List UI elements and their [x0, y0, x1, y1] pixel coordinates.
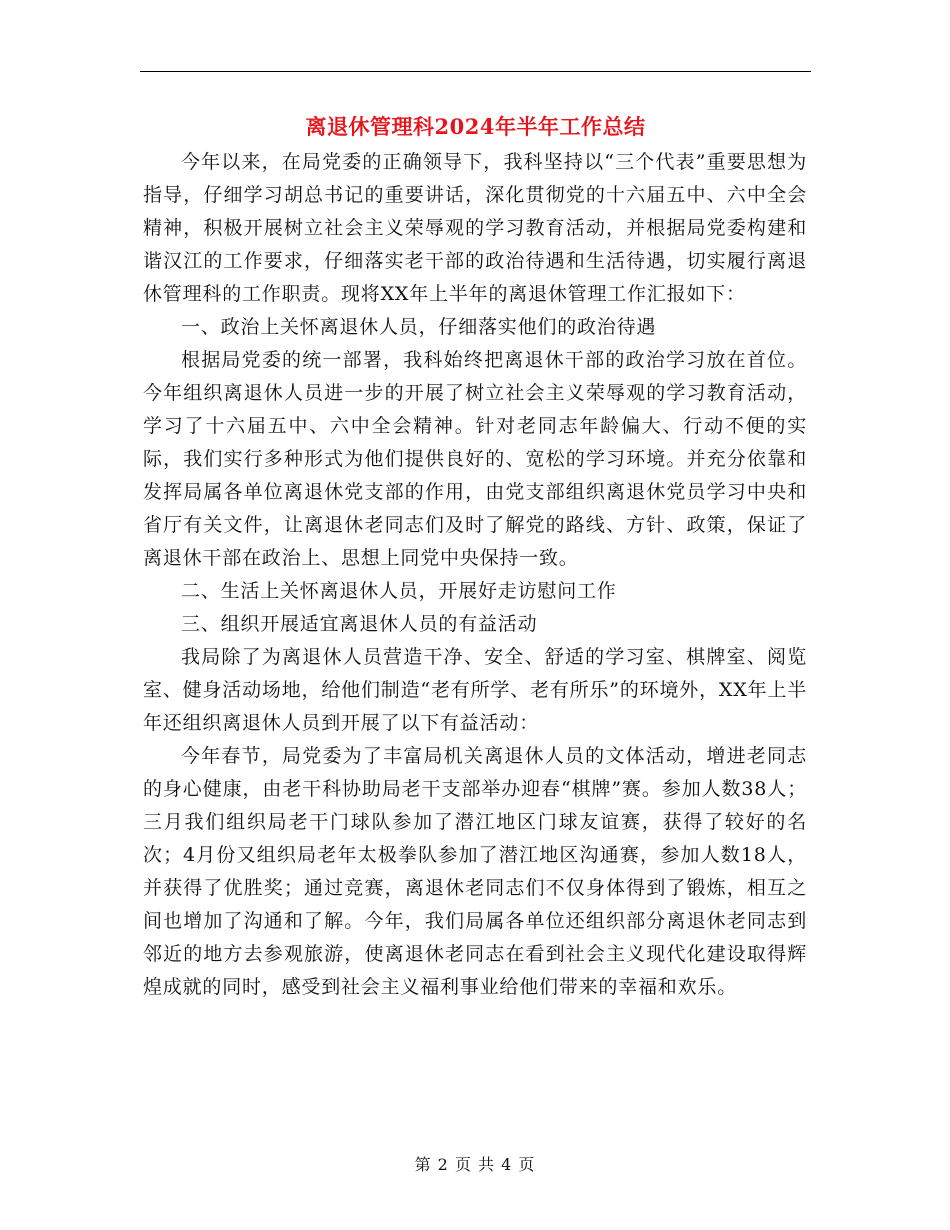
section-heading-2: 二、生活上关怀离退休人员，开展好走访慰问工作 [181, 580, 617, 602]
section-heading-1: 一、政治上关怀离退休人员，仔细落实他们的政治待遇 [181, 316, 657, 338]
page-number-footer: 第 2 页 共 4 页 [414, 1155, 536, 1174]
section-1-paragraph: 根据局党委的统一部署，我科始终把离退休干部的政治学习放在首位。今年组织离退休人员进一步的开展了树立社会主义荣辱观的学习教育活动，学习了十六届五中、六中全会精神。针对老同志年龄偏大、行动不便的实际，我们实行多种形式为他们提供良好的、宽松的学习环境。并充分依靠和发挥局属各单位离退休党支部的作用，由党支部组织离退休党员学习中央和省厅有关文件，让离退休老同志们及时了解党的路线、方针、政策，保证了离退休干部在政治上、思想上同党中央保持一致。 [143, 349, 807, 569]
header-rule [140, 71, 811, 72]
document-body [143, 146, 807, 1004]
intro-paragraph: 今年以来，在局党委的正确领导下，我科坚持以“三个代表”重要思想为指导，仔细学习胡总书记的重要讲话，深化贯彻党的十六届五中、六中全会精神，积极开展树立社会主义荣辱观的学习教育活动，并根据局党委构建和谐汉江的工作要求，仔细落实老干部的政治待遇和生活待遇，切实履行离退休管理科的工作职责。现将XX年上半年的离退休管理工作汇报如下： [143, 151, 807, 305]
section-heading-3: 三、组织开展适宜离退休人员的有益活动 [181, 613, 538, 635]
document-title: 离退休管理科2024年半年工作总结 [305, 114, 646, 139]
activities-paragraph: 今年春节，局党委为了丰富局机关离退休人员的文体活动，增进老同志的身心健康，由老干科协助局老干支部举办迎春“棋牌”赛。参加人数38人；三月我们组织局老干门球队参加了潜江地区门球友谊赛，获得了较好的名次；4月份又组织局老年太极拳队参加了潜江地区沟通赛，参加人数18人，并获得了优胜奖；通过竞赛，离退休老同志们不仅身体得到了锻炼，相互之间也增加了沟通和了解。今年，我们局属各单位还组织部分离退休老同志到邻近的地方去参观旅游，使离退休老同志在看到社会主义现代化建设取得辉煌成就的同时，感受到社会主义福利事业给他们带来的幸福和欢乐。 [143, 745, 807, 998]
section-3-paragraph: 我局除了为离退休人员营造干净、安全、舒适的学习室、棋牌室、阅览室、健身活动场地，给他们制造“老有所学、老有所乐”的环境外，XX年上半年还组织离退休人员到开展了以下有益活动： [143, 646, 807, 734]
